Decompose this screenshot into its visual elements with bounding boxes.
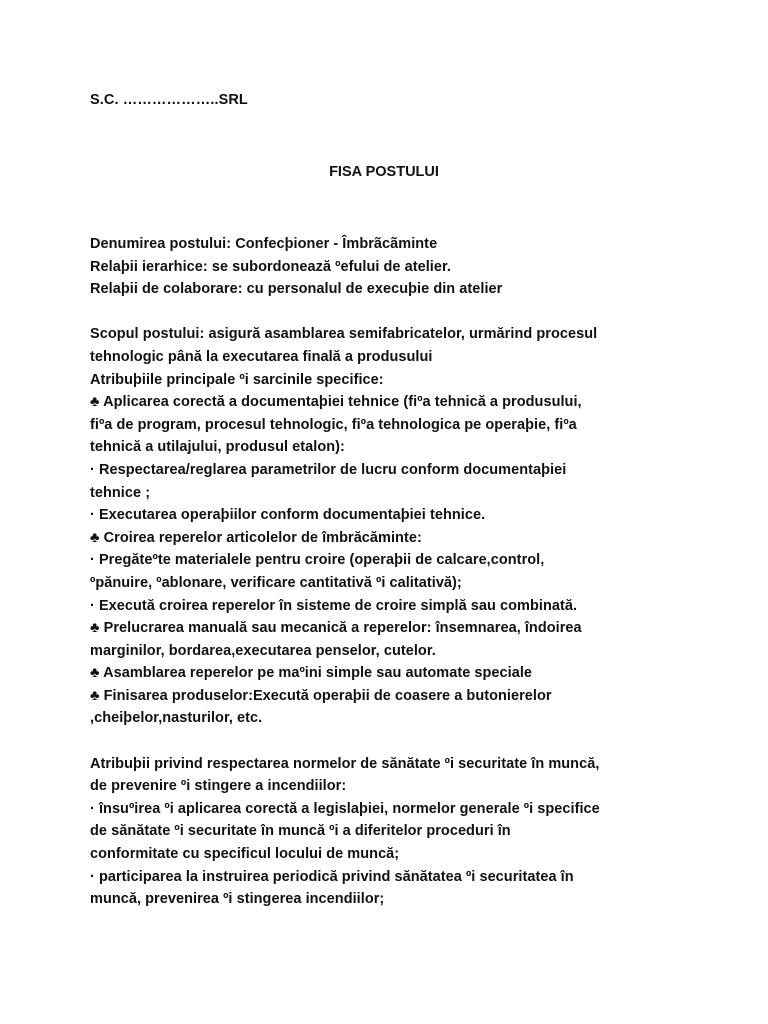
body-line: Scopul postului: asigură asamblarea semifabricatelor, urmărind procesul (90, 326, 598, 343)
body-line: marginilor, bordarea,executarea penselor, cutelor. (90, 642, 436, 659)
body-line: · însuºirea ºi aplicarea corectă a legislaþiei, normelor generale ºi specifice (90, 800, 600, 817)
body-line: conformitate cu specificul locului de muncă; (90, 846, 400, 863)
body-line: ♣ Finisarea produselor:Execută operaþii de coasere a butonierelor (90, 687, 552, 704)
body-line: ♣ Asamblarea reperelor pe maºini simple sau automate speciale (90, 665, 533, 682)
paragraph-gap (90, 301, 730, 324)
body-line: Atribuþiile principale ºi sarcinile specifice: (90, 371, 384, 388)
body-line: ,cheiþelor,nasturilor, etc. (90, 710, 263, 727)
paragraph-gap (90, 730, 730, 753)
job-name-line: Denumirea postului: Confecþioner - Îmbrãcãminte (90, 236, 438, 252)
page-title: FISA POSTULUI (329, 164, 439, 180)
body-line: Atribuþii privind respectarea normelor de sănătate ºi securitate în muncă, (90, 755, 600, 772)
body-line: ºpănuire, ºablonare, verificare cantitativă ºi calitativă); (90, 574, 462, 591)
body-line: · Respectarea/reglarea parametrilor de lucru conform documentaþiei (90, 461, 567, 478)
body-line: fiºa de program, procesul tehnologic, fiºa tehnologica pe operaþie, fiºa (90, 416, 577, 433)
body-line: tehnică a utilajului, produsul etalon): (90, 439, 345, 456)
body-line: de sănătate ºi securitate în muncă ºi a diferitelor proceduri în (90, 823, 511, 840)
body-line: de prevenire ºi stingere a incendiilor: (90, 778, 347, 795)
body-line: · Execută croirea reperelor în sisteme de croire simplă sau combinată. (90, 597, 578, 614)
body-line: ♣ Prelucrarea manuală sau mecanică a reperelor: însemnarea, îndoirea (90, 620, 582, 637)
company-header: S.C. ………………..SRL (90, 92, 248, 108)
body-line: · Pregăteºte materialele pentru croire (operaþii de calcare,control, (90, 552, 545, 569)
body-line: ♣ Aplicarea corectă a documentaþiei tehnice (fiºa tehnică a produsului, (90, 394, 582, 411)
body-line: · participarea la instruirea periodică privind sănătatea ºi securitatea în (90, 868, 574, 885)
body-line: · Executarea operaþiilor conform documentaþiei tehnice. (90, 507, 486, 524)
document-body (90, 233, 730, 911)
collaboration-relations-line: Relaþii de colaborare: cu personalul de execuþie din atelier (90, 281, 503, 298)
body-line: tehnologic până la executarea finală a produsului (90, 348, 433, 365)
body-line: muncă, prevenirea ºi stingerea incendiilor; (90, 891, 385, 908)
body-line: tehnice ; (90, 484, 151, 501)
body-line: ♣ Croirea reperelor articolelor de îmbrăcăminte: (90, 529, 422, 546)
hierarchy-relations-line: Relaþii ierarhice: se subordonează ºefului de atelier. (90, 258, 451, 275)
